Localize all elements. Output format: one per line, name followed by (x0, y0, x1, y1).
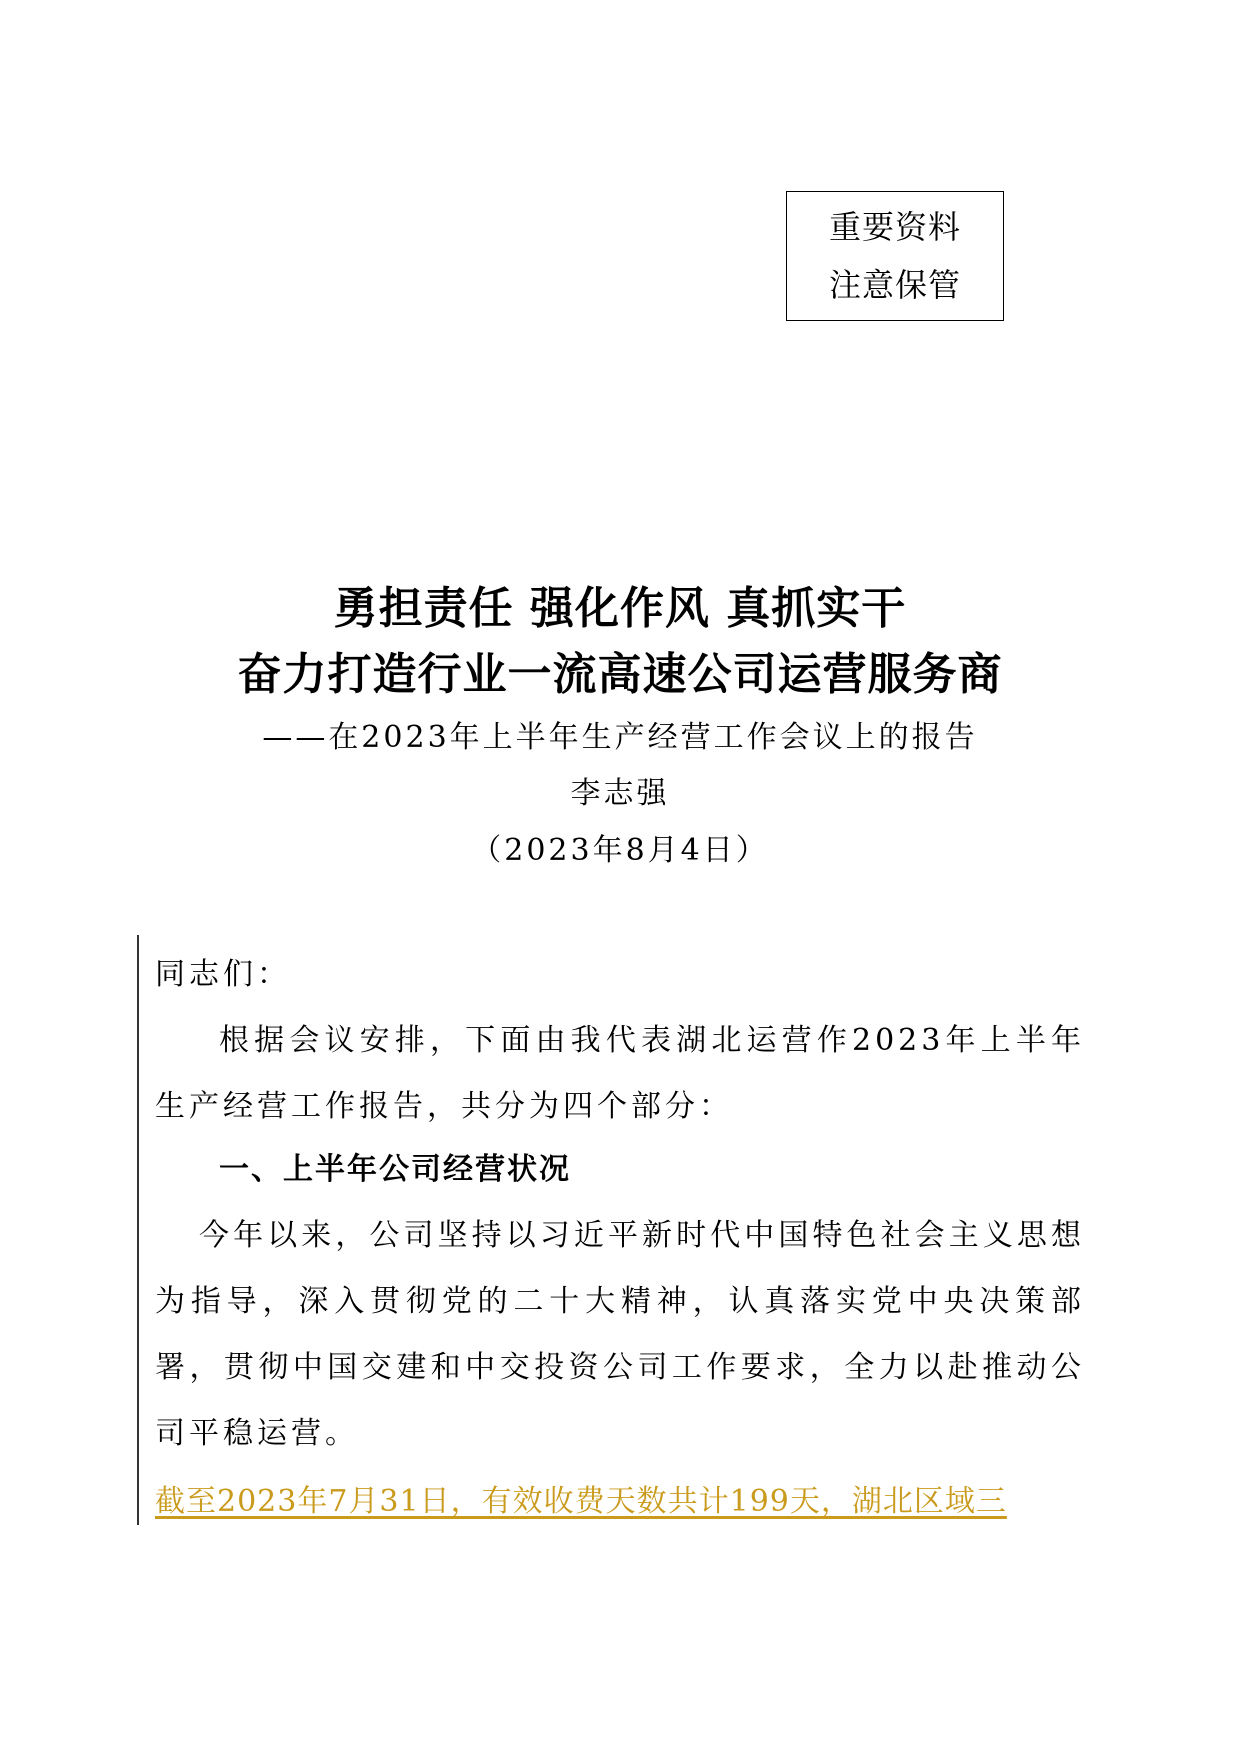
intro-paragraph: 根据会议安排，下面由我代表湖北运营作2023年上半年生产经营工作报告，共分为四个部分： (155, 1023, 1085, 1124)
stamp-line-1: 重要资料 (828, 208, 961, 246)
highlighted-revision-line[interactable]: 截至2023年7月31日，有效收费天数共计199天，湖北区域三 (155, 1484, 1007, 1519)
document-title-line-2: 奋力打造行业一流高速公司运营服务商 (237, 649, 1003, 700)
revision-margin-bar (137, 935, 139, 1525)
greeting: 同志们： (155, 957, 291, 992)
confidential-stamp (786, 191, 1004, 321)
author-name: 李志强 (570, 776, 670, 811)
section-1-heading: 一、上半年公司经营状况 (219, 1152, 571, 1187)
stamp-line-2: 注意保管 (828, 266, 961, 304)
report-date: （2023年8月4日） (471, 833, 769, 868)
document-subtitle: ——在2023年上半年生产经营工作会议上的报告 (262, 720, 978, 755)
section-1-paragraph: 今年以来，公司坚持以习近平新时代中国特色社会主义思想为指导，深入贯彻党的二十大精神，认真落实党中央决策部署，贯彻中国交建和中交投资公司工作要求，全力以赴推动公司平稳运营。 (155, 1218, 1085, 1451)
document-title-line-1: 勇担责任 强化作风 真抓实干 (333, 583, 907, 634)
